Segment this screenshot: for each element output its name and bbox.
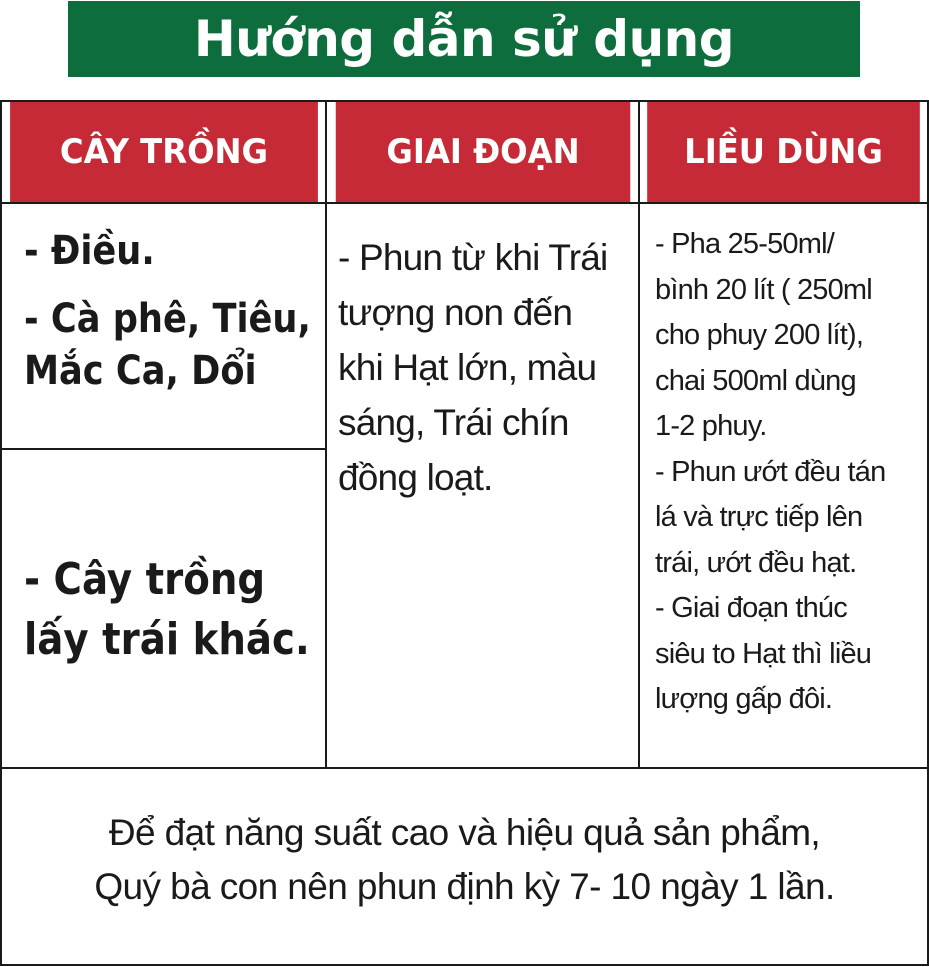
table-divider-bottom	[0, 767, 929, 769]
header-divider	[0, 202, 929, 204]
usage-table	[0, 100, 929, 966]
crop-cashew: - Điều.	[24, 228, 155, 274]
crop-macadamia: Mắc Ca, Dổi	[24, 348, 257, 394]
crop-other-line1: - Cây trồng	[24, 554, 266, 605]
header-dosage: LIỀU DÙNG	[647, 102, 920, 202]
table-border-top	[0, 100, 929, 102]
table-border-bottom	[0, 964, 929, 966]
usage-note: Để đạt năng suất cao và hiệu quả sản phẩm, Quý bà con nên phun định kỳ 7- 10 ngày 1 lần.	[94, 812, 835, 907]
header-stage: GIAI ĐOẠN	[336, 102, 631, 202]
column-divider-2	[638, 100, 640, 769]
crop-other-line2: lấy trái khác.	[24, 614, 310, 665]
stage-text: - Phun từ khi Trái tượng non đến khi Hạt lớn, màu sáng, Trái chín đồng loạt.	[338, 237, 608, 498]
title-banner	[68, 1, 860, 77]
crop-row-divider	[0, 448, 327, 450]
header-crop: CÂY TRỒNG	[10, 102, 318, 202]
crop-coffee-pepper: - Cà phê, Tiêu,	[24, 296, 311, 342]
column-divider-1	[325, 100, 327, 769]
page-title: Hướng dẫn sử dụng	[193, 10, 735, 68]
dosage-text: - Pha 25-50ml/ bình 20 lít ( 250ml cho phuy 200 lít), chai 500ml dùng 1-2 phuy. - Phun ướt đều tán lá và trực tiếp lên trái, ướt đều hạt. - Giai đoạn thúc siêu to Hạt thì liều lượng gấp đôi.	[655, 228, 886, 715]
